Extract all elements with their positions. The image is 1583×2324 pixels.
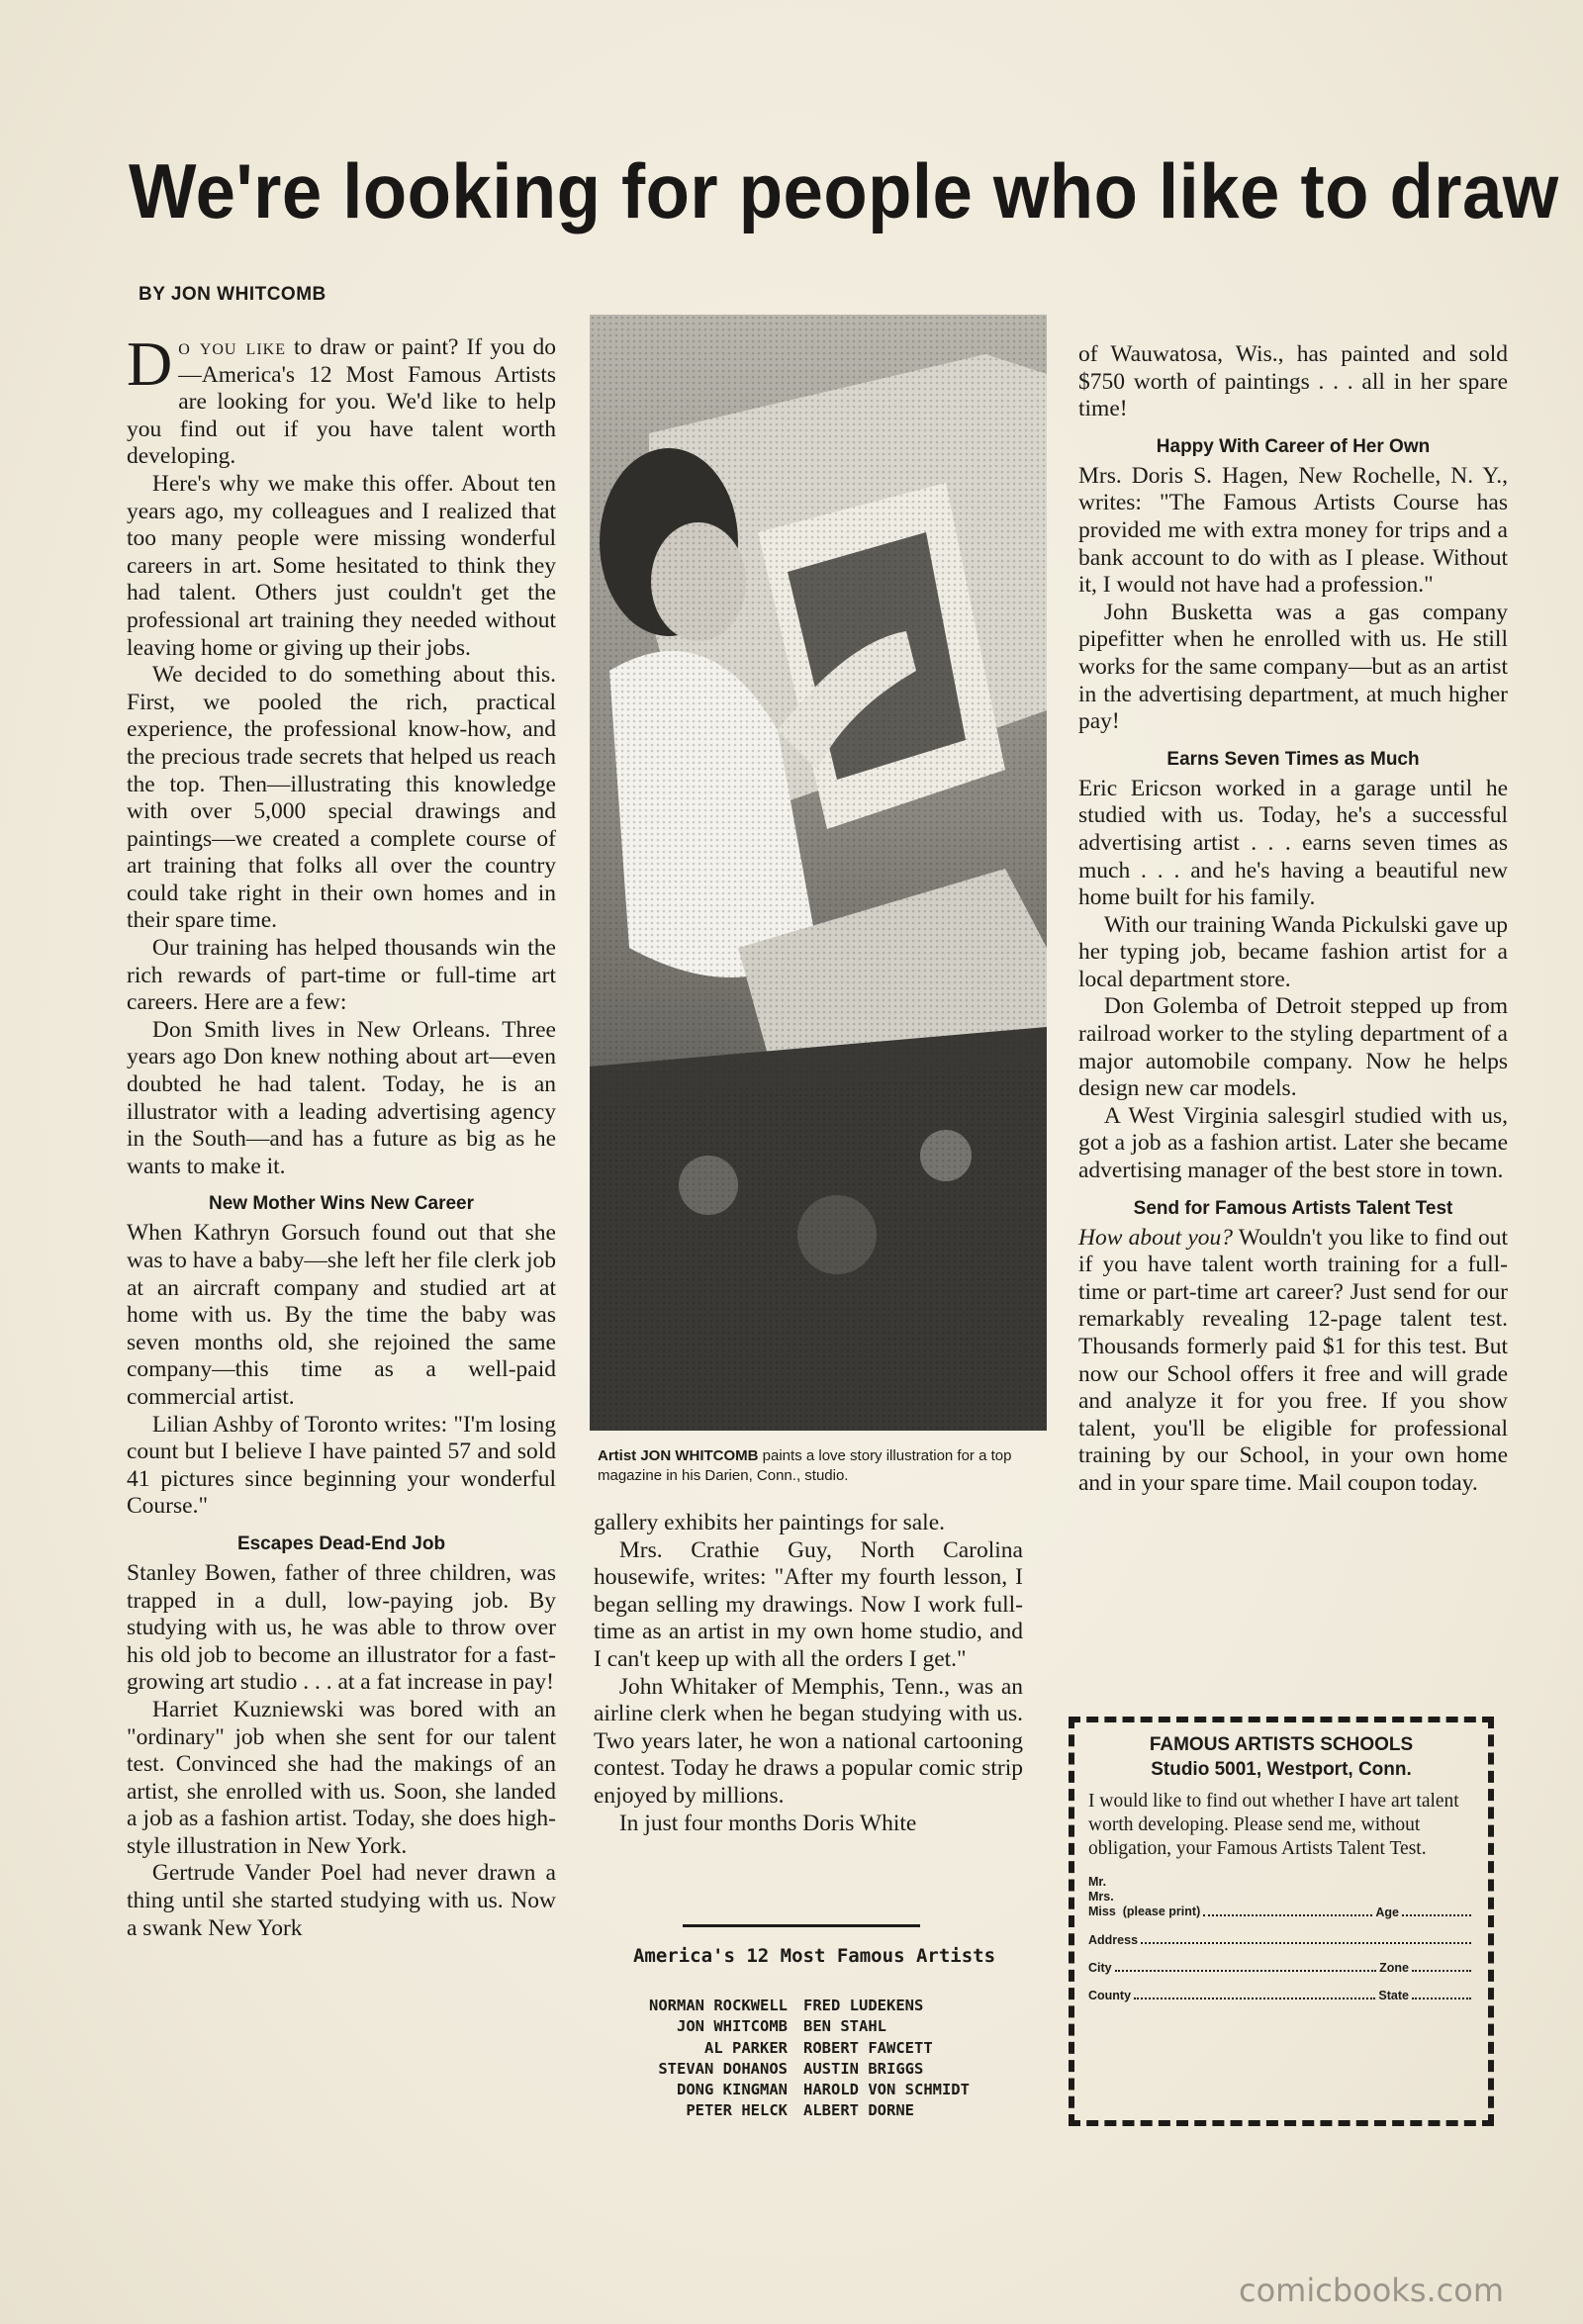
paragraph-text: Wouldn't you like to find out if you have talent worth training for a full-time or part-time art career? Just send for our remarkably revealing 12-page talent test. Thousands formerly paid $1 for this test. But now our School offers it free and will grade and analyze it for you free. If you show talent, you'll be eligible for professional training by our School, in your own home and in your spare time. Mail coupon today. [1078,1224,1508,1496]
paragraph [1078,1225,1508,1498]
state-line[interactable] [1412,1998,1471,1999]
age-line[interactable] [1402,1914,1471,1916]
label-county: County [1088,1989,1132,2002]
article-column-3 [1078,341,1508,1498]
coupon-body: I would like to find out whether I have art talent worth developing. Please send me, without obligation, your Famous Artists Talent Test. [1088,1791,1459,1859]
paragraph: When Kathryn Gorsuch found out that she was to have a baby—she left her file clerk job at an aircraft company and studied art at home with us. By the time the baby was seven months old, she rejoined the same company—this time as a well-paid commercial artist. [127,1220,556,1410]
label-miss: Miss [1088,1905,1116,1918]
artist-row [574,1996,1059,2016]
county-field[interactable] [1088,1989,1474,2002]
artist-photo [590,315,1047,1431]
artist-name: ROBERT FAWCETT [803,2038,933,2057]
artists-title: America's 12 Most Famous Artists [632,1945,996,1967]
divider [683,1924,920,1927]
city-line[interactable] [1115,1970,1377,1972]
artist-row [574,2100,1059,2121]
artist-name: DONG KINGMAN [677,2081,788,2099]
artist-name: AL PARKER [704,2038,788,2057]
headline: We're looking for people who like to draw [129,147,1559,234]
artist-row [574,2038,1059,2059]
city-field[interactable] [1088,1961,1474,1975]
subheading: Earns Seven Times as Much [1166,748,1420,770]
paragraph-text: to draw or paint? If you do—America's 12 Most Famous Artists are looking for you. We'd like to help you find out if you have talent worth developing. [127,334,557,470]
coupon-title: FAMOUS ARTISTS SCHOOLS [1149,1734,1414,1755]
subheading: Send for Famous Artists Talent Test [1133,1197,1453,1219]
watermark: comicbooks.com [1238,2272,1504,2309]
paragraph: A West Virginia salesgirl studied with us, got a job as a fashion artist. Later she became advertising manager of the best store in town. [1078,1102,1508,1184]
artist-name: JON WHITCOMB [677,2017,788,2036]
artist-name: HAROLD VON SCHMIDT [803,2081,970,2099]
subheading: New Mother Wins New Career [208,1193,474,1215]
mail-coupon[interactable] [1069,1717,1494,2126]
county-line[interactable] [1134,1998,1375,1999]
article-column-2 [594,1510,1023,1837]
label-mr: Mr. [1088,1875,1107,1889]
photo-caption [598,1446,1043,1486]
artist-name: STEVAN DOHANOS [658,2059,788,2078]
paragraph: Mrs. Crathie Guy, North Carolina housewife, writes: "After my fourth lesson, I began selling my drawings. Now I work full-time as an artist in my own home studio, and I can't keep up with all the orders I get." [594,1536,1023,1672]
byline: BY JON WHITCOMB [139,284,326,305]
paragraph: Stanley Bowen, father of three children, was trapped in a dull, low-paying job. By studying with us, he was able to throw over his old job to become an illustrator for a fast-growing art studio . . . at a fat increase in pay! [127,1559,556,1696]
label-zone: Zone [1379,1961,1409,1975]
paragraph: Eric Ericson worked in a garage until he studied with us. Today, he's a successful advertising artist . . . earns seven times as much . . . and he's having a beautiful new home built for his family. [1078,775,1508,911]
paragraph: John Busketta was a gas company pipefitter when he enrolled with us. He still works for the same company—but as an artist in the advertising department, at much higher pay! [1078,599,1508,735]
paragraph: Don Smith lives in New Orleans. Three years ago Don knew nothing about art—even doubted he had talent. Today, he is an illustrator with a leading advertising agency in the South—and has a future as big as he wants to make it. [127,1016,556,1179]
zone-line[interactable] [1412,1970,1471,1972]
artist-name: BEN STAHL [803,2017,886,2036]
artist-name: ALBERT DORNE [803,2101,914,2120]
address-field[interactable] [1088,1933,1474,1947]
label-mrs: Mrs. [1088,1890,1114,1904]
paragraph: of Wauwatosa, Wis., has painted and sold $750 worth of paintings . . . all in her spare time! [1078,341,1508,422]
salutation-labels [1088,1875,1200,1919]
artists-list [574,1996,1059,2122]
paragraph: Mrs. Doris S. Hagen, New Rochelle, N. Y., writes: "The Famous Artists Course has provided me with extra money for trips and a bank account to do with as I please. Without it, I would not have had a profession." [1078,462,1508,599]
paragraph: With our training Wanda Pickulski gave up her typing job, became fashion artist for a local department store. [1078,911,1508,992]
subheading: Escapes Dead-End Job [236,1533,446,1554]
paragraph: John Whitaker of Memphis, Tenn., was an airline clerk when he began studying with us. Two years later, he won a national cartooning contest. Today he draws a popular comic strip enjoyed by millions. [594,1673,1023,1809]
coupon-address: Studio 5001, Westport, Conn. [1151,1759,1412,1780]
artist-name: FRED LUDEKENS [803,1997,924,2014]
lead-in: o you like [178,334,286,360]
label-city: City [1088,1961,1112,1975]
paragraph: Here's why we make this offer. About ten years ago, my colleagues and I realized that too many people were missing wonderful careers in art. Some hesitated to think they had talent. Others just couldn't get the professional art training they needed without leaving home or giving up their jobs. [127,470,556,661]
address-line[interactable] [1141,1942,1471,1944]
caption-text: paints a love story illustration for a top magazine in his Darien, Conn., studio. [598,1447,1012,1484]
artist-row [574,2016,1059,2037]
label-please-print: (please print) [1122,1905,1201,1918]
paragraph: We decided to do something about this. First, we pooled the rich, practical experience, the professional know-how, and the precious trade secrets that helped us reach the top. Then—illustrating this knowledge with over 5,000 special drawings and paintings—we created a complete course of art training that folks all over the country could take right in their own homes and in their spare time. [127,662,556,934]
artist-row [574,2059,1059,2080]
paragraph: Don Golemba of Detroit stepped up from railroad worker to the styling department of a major automobile company. Now he helps design new car models. [1078,993,1508,1102]
artist-name: NORMAN ROCKWELL [649,1997,788,2014]
photo-illustration [590,315,1047,1431]
artist-name: PETER HELCK [686,2101,788,2120]
article-column-1 [127,328,557,1942]
name-field[interactable] [1088,1875,1474,1919]
italic-lead: How about you? [1078,1224,1233,1251]
caption-name: Artist JON WHITCOMB [598,1447,759,1464]
paragraph [127,328,557,471]
name-line[interactable] [1203,1914,1372,1916]
paragraph: Harriet Kuzniewski was bored with an "ordinary" job when she sent for our talent test. Convinced she had the makings of an artist, she enrolled with us. Soon, she landed a job as a fashion artist. Today, she does high-style illustration in New York. [127,1696,556,1859]
paragraph: In just four months Doris White [618,1810,917,1836]
label-state: State [1378,1989,1409,2002]
subheading: Happy With Career of Her Own [1156,435,1431,457]
label-address: Address [1088,1933,1139,1947]
paragraph: Lilian Ashby of Toronto writes: "I'm losing count but I believe I have painted 57 and sold 41 pictures since beginning your wonderful Course." [127,1411,556,1520]
drop-cap: D [127,328,173,399]
paragraph: gallery exhibits her paintings for sale. [594,1510,946,1535]
artist-name: AUSTIN BRIGGS [803,2059,924,2078]
paragraph: Our training has helped thousands win the rich rewards of part-time or full-time art careers. Here are a few: [127,935,556,1016]
artist-row [574,2080,1059,2100]
label-age: Age [1375,1906,1399,1919]
paragraph: Gertrude Vander Poel had never drawn a thing until she started studying with us. Now a swank New York [127,1860,556,1941]
